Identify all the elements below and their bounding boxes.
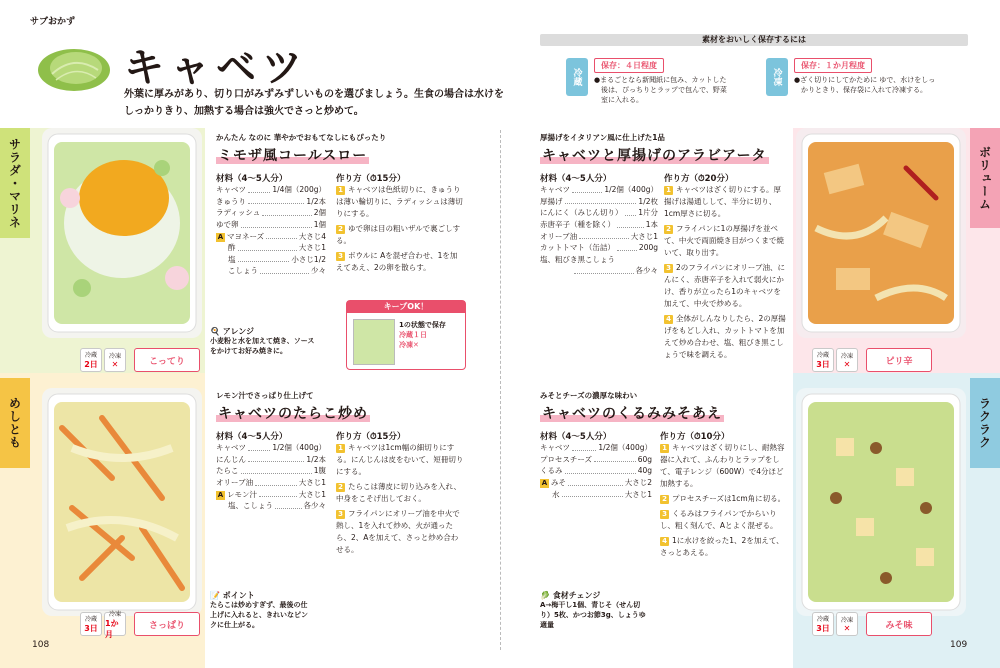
page-number-right: 109 [950, 640, 968, 650]
storage-bag-icon [353, 319, 395, 365]
steps-mimosa: 作り方（⏱15分） 1 キャベツは色紙切りに、きゅうりは薄い輪切りに、ラディッシュは薄切りにする。 2 ゆで卵は目の粗いザルで裏ごしする。 3 ボウルに Aを混ぜ合わせ、1を加えてあえ、2の卵を散らす。 [336, 174, 463, 272]
ingredients-arrabbiata: 材料（4〜5人分） キャベツ 1/2個（400g） 厚揚げ 1/2枚 にんにく（みじん切り） 1片分 赤唐辛子（種を除く） 1本 オリーブ油 大さじ1 カットトマト（缶詰） 200g 塩、粗びき黒こしょう 各少々 [540, 174, 658, 276]
photo-tarako-stirfry [42, 388, 202, 616]
tab-meshitomo[interactable]: めしとも [0, 378, 30, 468]
recipe-title: ミモザ風コールスロー [218, 148, 368, 164]
freezer-period: 保存：１か月程度 [794, 58, 872, 73]
page-title: キャベツ [124, 45, 308, 91]
ingredients-walnut-miso: 材料（4〜5人分） キャベツ 1/2個（400g） プロセスチーズ 60g くるみ 40g A みそ 大さじ2 水 大さじ1 [540, 432, 652, 499]
fridge-label: 冷蔵 [566, 58, 588, 96]
recipe-title: キャベツのたらこ炒め [218, 406, 368, 422]
tip-arrange: 🍳 アレンジ 小麦粉と水を加えて焼き、ソース をかけてお好み焼きに。 [210, 327, 315, 355]
recipe-title: キャベツと厚揚げのアラビアータ [542, 148, 767, 164]
recipe-mimosa: かんたん なのに 華やかでおもてなしにもぴったり ミモザ風コールスロー [216, 133, 387, 164]
vegetable-icon: 🥬 [540, 591, 550, 600]
fridge-period: 保存：４日程度 [594, 58, 664, 73]
freezer-text: ●ざく切りにしてかために ゆで、水けをしっ かりときり、保存袋に入れて冷凍する。 [794, 76, 936, 94]
note-icon: 📝 [210, 591, 220, 600]
keep-ok-box: キープOK！ 1の状態で保存 冷蔵１日 冷凍✕ [346, 300, 466, 370]
tip-point: 📝 ポイント たらこは炒めすぎず、最後の仕 上げに入れると、きれいなピン クに仕上がる。 [210, 591, 308, 629]
category-label: サブおかず [30, 17, 76, 27]
ingredients-mimosa: 材料（4〜5人分） キャベツ 1/4個（200g） きゅうり 1/2本 ラディッシュ 2個 ゆで卵 1個 A マヨネーズ 大さじ4 酢 大さじ1 塩 小さじ1/2 こしょう 少々 [216, 174, 326, 276]
steps-tarako: 作り方（⏱15分） 1 キャベツは1cm幅の細切りにする。にんじんは皮をむいて、短冊切りにする。 2 たらこは薄皮に切り込みを入れ、中身をこそげ出しておく。 3 フライパンにオリーブ油を中火で熱し、1を入れて炒め、火が通ったら、2、Aを加えて、さっと炒め合わせる。 [336, 432, 464, 554]
tab-rakuraku[interactable]: ラクラク [970, 378, 1000, 468]
photo-walnut-miso [796, 388, 966, 616]
page-number-left: 108 [32, 640, 50, 650]
pan-icon: 🍳 [210, 327, 220, 336]
badge-mimosa: 冷蔵 2日 冷凍 ✕ こってり [80, 348, 200, 372]
storage-heading: 素材をおいしく保存するには [540, 34, 968, 46]
page-gutter [500, 130, 501, 650]
badge-tarako: 冷蔵 3日 冷凍 1か月 さっぱり [80, 612, 200, 636]
photo-arrabbiata [796, 128, 966, 338]
badge-arrabbiata: 冷蔵 3日 冷凍 ✕ ピリ辛 [812, 348, 932, 372]
recipe-tarako: レモン汁でさっぱり仕上げて キャベツのたらこ炒め [216, 391, 368, 422]
recipe-arrabbiata: 厚揚げをイタリアン風に仕上げた1品 キャベツと厚揚げのアラビアータ [540, 133, 767, 164]
steps-walnut-miso: 作り方（⏱10分） 1 キャベツはざく切りにし、耐熱容器に入れて、ふんわりとラップをして、電子レンジ（600W）で4分ほど加熱する。 2 プロセスチーズは1cm角に切る。 3 くるみはフライパンでからいりし、粗く刻んで、Aとよく混ぜる。 4 1に水けを絞った1、2を加えて、さっとあえる。 [660, 432, 786, 557]
freezer-label: 冷凍 [766, 58, 788, 96]
steps-arrabbiata: 作り方（⏱20分） 1 キャベツはざく切りにする。厚揚げは湯通しして、半分に切り、1cm厚さに切る。 2 フライパンに1の厚揚げを並べて、中火で両面焼き目がつくまで焼いて、取り出す。 3 2のフライパンにオリーブ油、にんにく、赤唐辛子を入れて弱火にかけ、香りが立ったら1のキャベツを加えて、中火で炒める。 4 全体がしんなりしたら、2の厚揚げをもどし入れ、カットトマトを加えて炒め合わせ、塩、粗びき黒こしょうで味を調える。 [664, 174, 786, 359]
tab-volume[interactable]: ボリューム [970, 128, 1000, 228]
cabbage-icon [32, 44, 112, 92]
photo-mimosa-coleslaw [42, 128, 202, 338]
tab-salad-marinade[interactable]: サラダ・マリネ [0, 128, 30, 238]
intro-text: 外葉に厚みがあり、切り口がみずみずしいものを選びましょう。生食の場合は水けを しっかりきり、加熱する場合は強火でさっと炒めて。 [124, 89, 504, 117]
recipe-title: キャベツのくるみみそあえ [542, 406, 722, 422]
fridge-text: ●まるごとなら新聞紙に包み、カットした 後は、ぴっちりとラップで包んで、野菜 室に入れる。 [594, 76, 727, 104]
tip-ingredient-change: 🥬 食材チェンジ A→梅干し1個、青じそ（せん切 り）5枚、かつお節3g、しょうゆ 適量 [540, 591, 646, 629]
ingredients-tarako: 材料（4〜5人分） キャベツ 1/2個（400g） にんじん 1/2本 たらこ 1腹 オリーブ油 大さじ1 A レモン汁 大さじ1 塩、こしょう 各少々 [216, 432, 326, 511]
badge-walnut-miso: 冷蔵 3日 冷凍 ✕ みそ味 [812, 612, 932, 636]
recipe-walnut-miso: みそとチーズの濃厚な味わい キャベツのくるみみそあえ [540, 391, 722, 422]
